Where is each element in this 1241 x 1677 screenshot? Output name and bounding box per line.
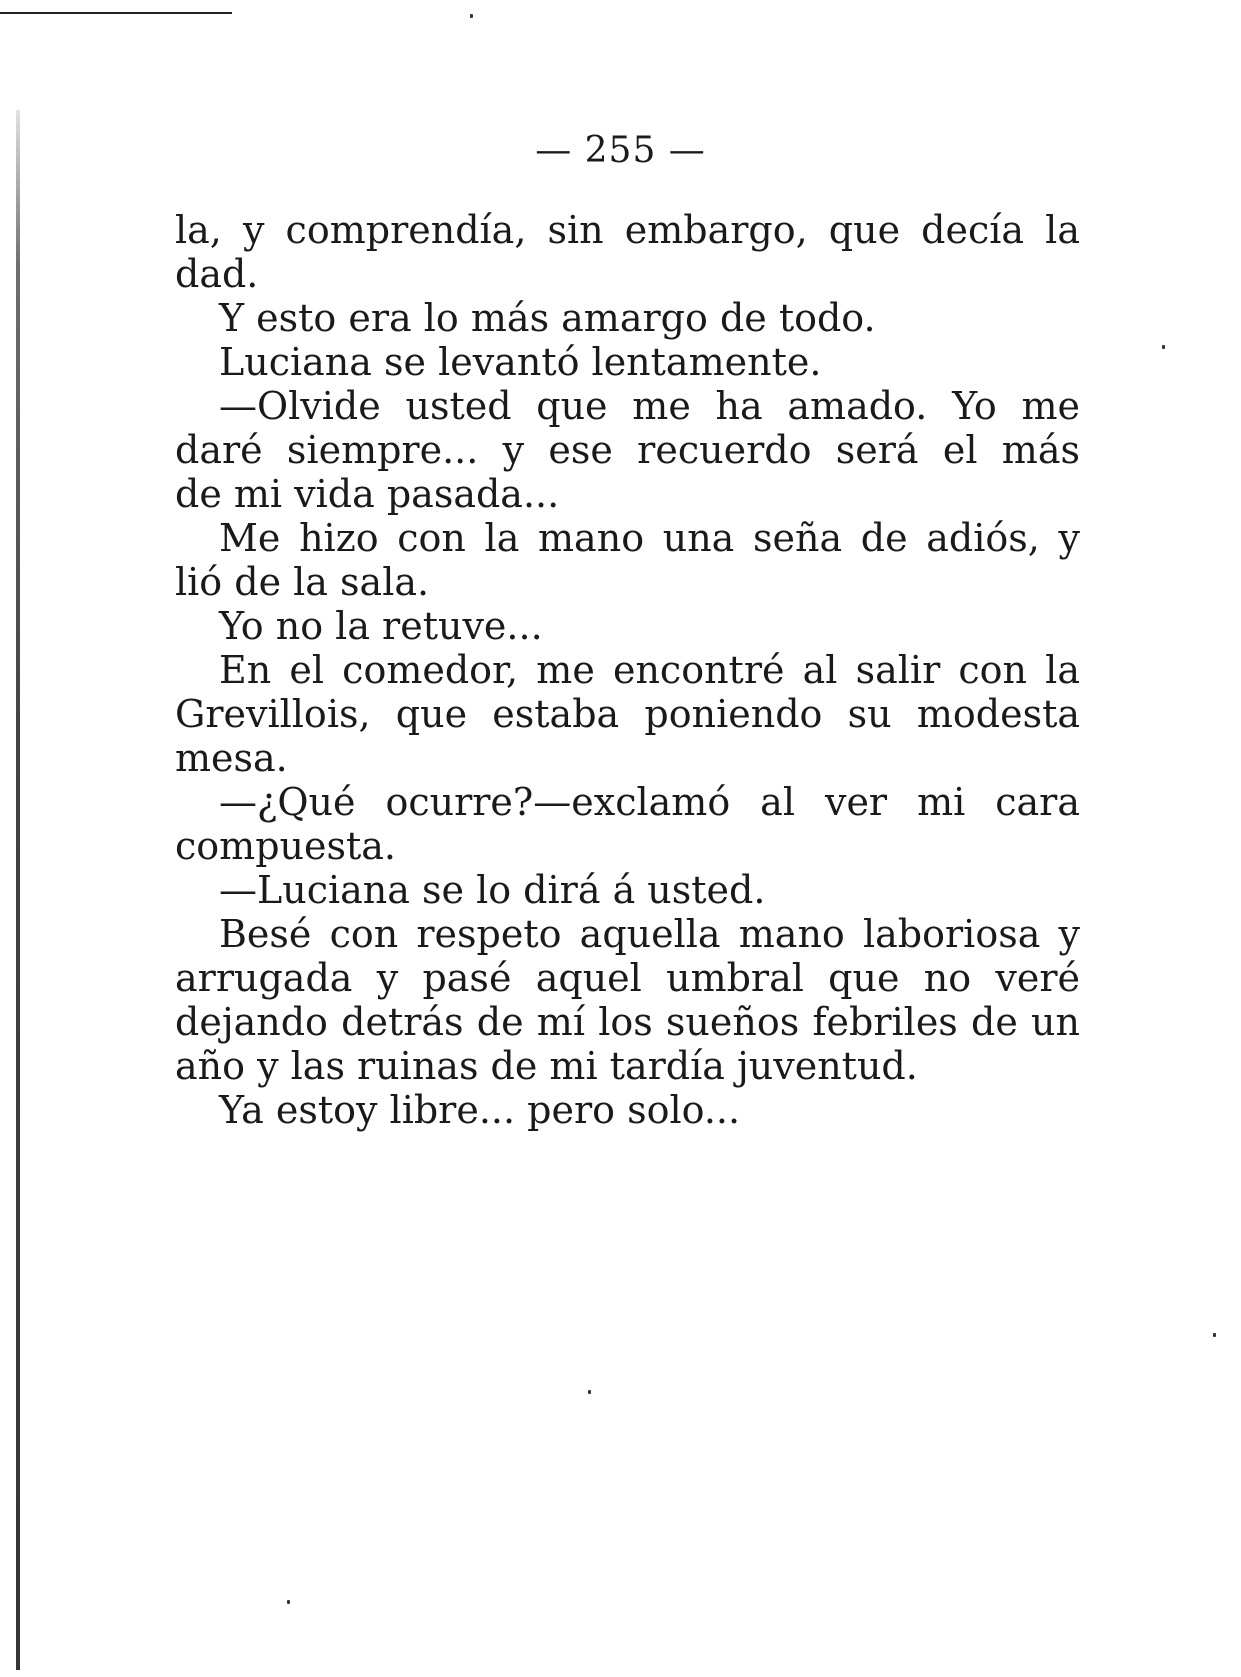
text-line: dejando detrás de mí los sueños febriles de un [175,1000,1080,1044]
print-speck [470,14,473,18]
text-line: Y esto era lo más amargo de todo. [219,296,876,340]
binding-edge [16,110,20,1670]
text-line: mesa. [175,736,288,780]
text-line: —Luciana se lo dirá á usted. [219,868,766,912]
print-speck [588,1390,591,1394]
top-rule [0,12,232,14]
text-line: —¿Qué ocurre?—exclamó al ver mi cara [219,780,1080,824]
text-line: compuesta. [175,824,396,868]
text-line: dad. [175,252,259,296]
print-speck [1162,345,1165,349]
text-line: lió de la sala. [175,560,430,604]
text-line: Me hizo con la mano una seña de adiós, y [219,516,1080,560]
text-line: Yo no la retuve... [219,604,543,648]
text-line: —Olvide usted que me ha amado. Yo me [219,384,1080,428]
print-speck [1213,1333,1216,1337]
text-line: Ya estoy libre... pero solo... [219,1088,741,1132]
text-line: daré siempre... y ese recuerdo será el más [175,428,1080,472]
text-line: de mi vida pasada... [175,472,560,516]
text-line: En el comedor, me encontré al salir con la [219,648,1080,692]
text-line: Besé con respeto aquella mano laboriosa y [219,912,1080,956]
print-speck [287,1600,290,1604]
body-text [175,208,1080,1132]
text-line: Grevillois, que estaba poniendo su modesta [175,692,1080,736]
page-number: — 255 — [535,130,706,171]
text-line: año y las ruinas de mi tardía juventud. [175,1044,918,1088]
text-line: la, y comprendía, sin embargo, que decía la [175,208,1080,252]
text-line: arrugada y pasé aquel umbral que no veré [175,956,1080,1000]
text-line: Luciana se levantó lentamente. [219,340,822,384]
